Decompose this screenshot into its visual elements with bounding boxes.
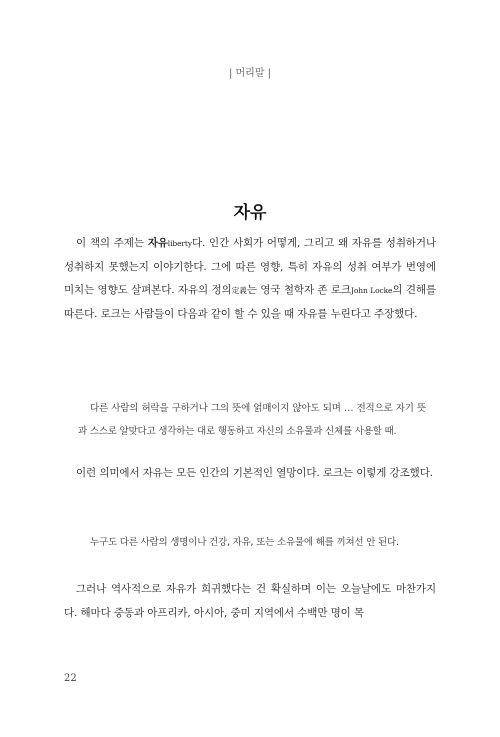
running-header: | 머리말 | (228, 68, 272, 79)
section-title: 자유 (233, 203, 267, 223)
p1-liberty: liberty (167, 239, 192, 248)
p1-mid2: 는 영국 철학자 존 로크 (246, 284, 351, 296)
p1-post: 의 견해를 따른다. 로크는 사람들이 다음과 같이 할 수 있을 때 자유를 누린다고 주장했다. (64, 284, 436, 320)
body-paragraph-2: 이런 의미에서 자유는 모든 인간의 기본적인 열망이다. 로크는 이렇게 강조했다. (76, 467, 433, 479)
block-quote-2: 누구도 다른 사람의 생명이나 건강, 자유, 또는 소유물에 해를 끼쳐선 안 된다. (90, 537, 399, 548)
body-paragraph-3: 그러나 역사적으로 자유가 희귀했다는 건 확실하며 이는 오늘날에도 마찬가지다. 해마다 중동과 아프리카, 아시아, 중미 지역에서 수백만 명이 목 (64, 583, 436, 619)
p1-mid: 다. 인간 사회가 어떻게, 그리고 왜 자유를 성취하거나 성취하지 못했는지 이야기한다. 그에 따른 영향, 특히 자유의 성취 여부가 번영에 미치는 영향도 살펴본다. 자유의 정의 (64, 237, 436, 296)
page-number: 22 (64, 673, 77, 684)
block-quote-1: 다른 사람의 허락을 구하거나 그의 뜻에 얽매이지 않아도 되며 … 전적으로 자기 뜻과 스스로 알맞다고 생각하는 대로 행동하고 자신의 소유물과 신체를 사용할 때. (78, 403, 426, 437)
p1-keyword: 자유 (147, 237, 168, 249)
body-paragraph-1 (64, 232, 436, 326)
p1-locke: John Locke (350, 286, 393, 295)
p1-pre: 이 책의 주제는 (76, 237, 148, 249)
p1-hanja: 定義 (231, 286, 247, 295)
